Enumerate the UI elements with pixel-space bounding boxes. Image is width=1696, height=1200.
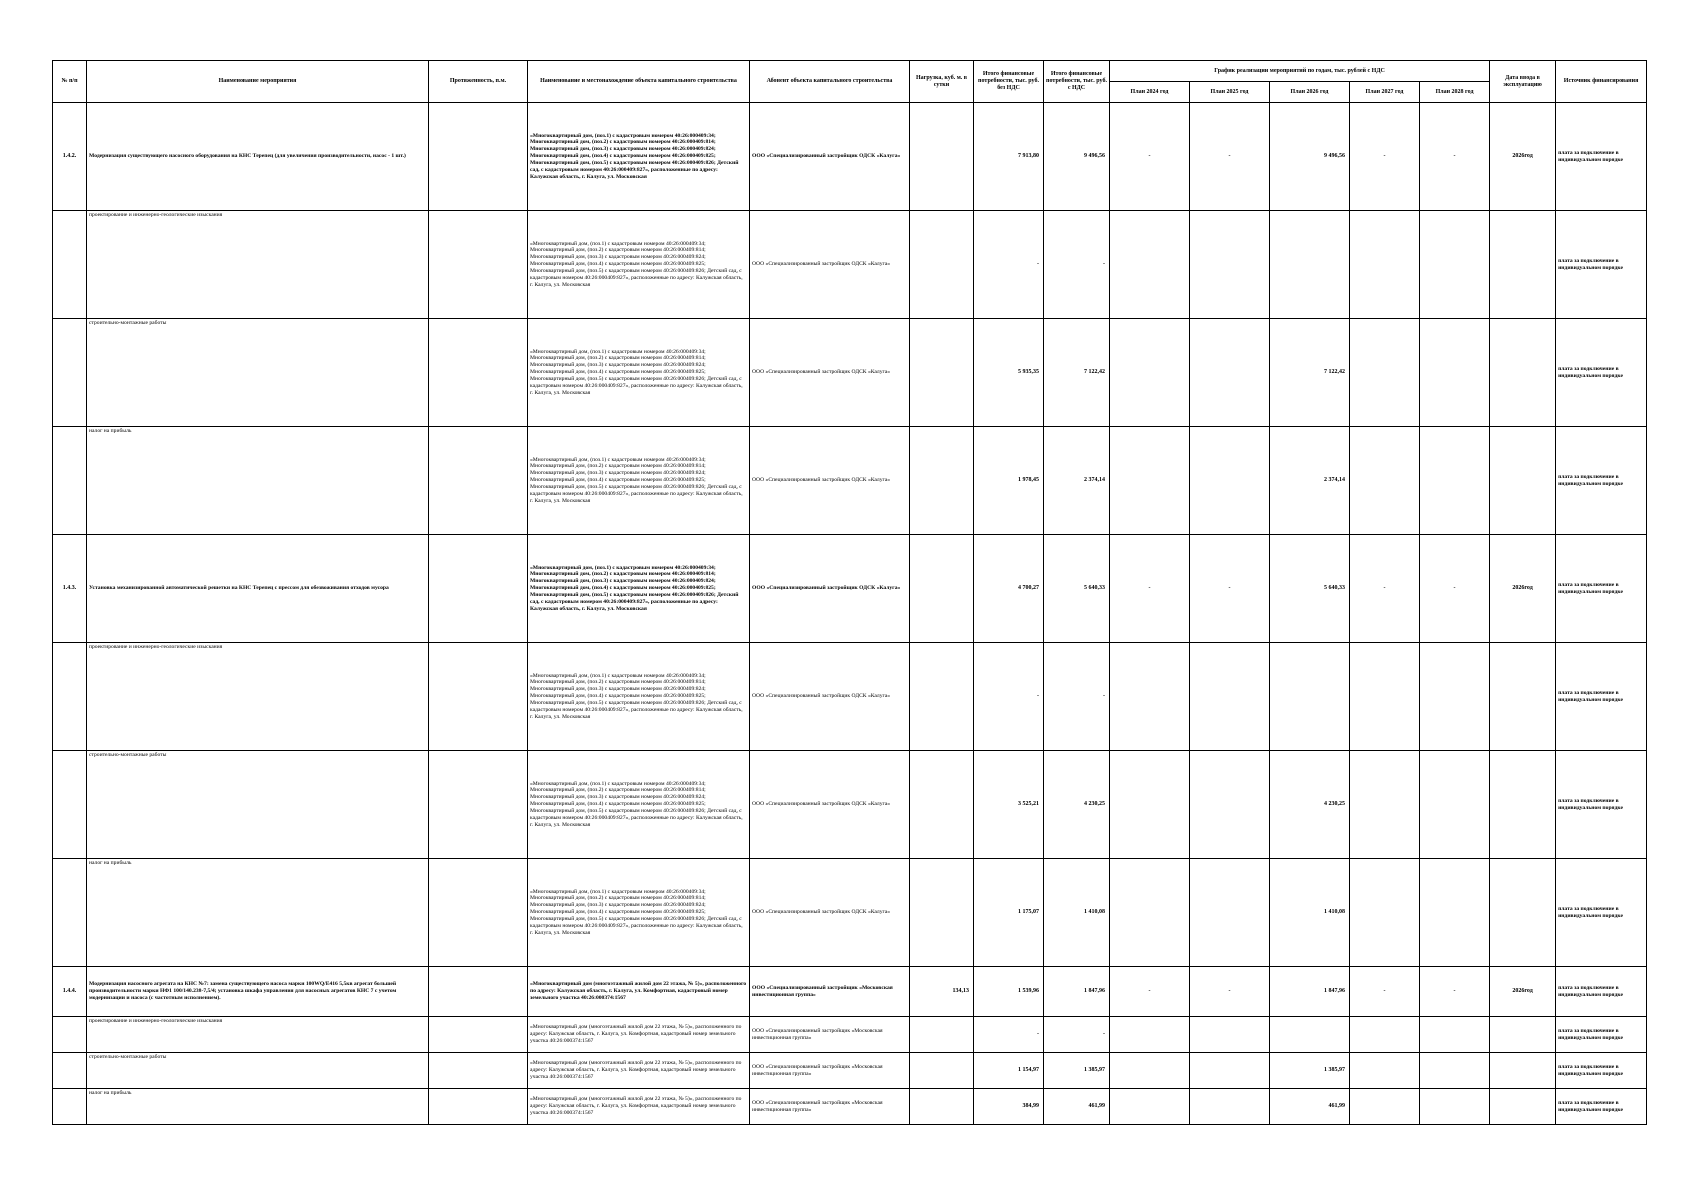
row-total-vat: 1 385,97 xyxy=(1044,1053,1110,1089)
row-2026: 7 122,42 xyxy=(1270,319,1350,427)
row-name: налог на прибыль xyxy=(87,1089,429,1125)
row-total-no-vat: 7 913,80 xyxy=(974,103,1044,211)
header-year-2028: План 2028 год xyxy=(1420,82,1490,103)
table-row xyxy=(53,535,1647,643)
header-year-2024: План 2024 год xyxy=(1110,82,1190,103)
row-2024 xyxy=(1110,1053,1190,1089)
row-2024 xyxy=(1110,643,1190,751)
table-body xyxy=(53,103,1647,1125)
row-date xyxy=(1490,751,1556,859)
row-load xyxy=(910,103,974,211)
row-code: 1.4.4. xyxy=(53,967,87,1017)
row-2026: 1 385,97 xyxy=(1270,1053,1350,1089)
row-name: проектирование и инженерно-геологические изыскания xyxy=(87,1017,429,1053)
header-source: Источник финансирования xyxy=(1556,61,1647,103)
row-load xyxy=(910,1053,974,1089)
row-date xyxy=(1490,643,1556,751)
row-name: строительно-монтажные работы xyxy=(87,751,429,859)
row-2024 xyxy=(1110,211,1190,319)
row-2027 xyxy=(1350,643,1420,751)
row-2025 xyxy=(1190,751,1270,859)
table-row xyxy=(53,103,1647,211)
row-load xyxy=(910,859,974,967)
row-name: строительно-монтажные работы xyxy=(87,319,429,427)
row-2027 xyxy=(1350,319,1420,427)
row-load xyxy=(910,1089,974,1125)
row-object: «Многоквартирный дом, (поз.1) с кадастровым номером 40:26:000409:34; Многоквартирный дом, (поз.2) с кадастровым номером 40:26:000409:814; Многоквартирный дом, (поз.3) с кадастровым номером 40:26:000409:824; Многоквартирный дом, (поз.4) с кадастровым номером 40:26:000409:825; Многоквартирный дом, (поз.5) с кадастровым номером 40:26:000409:826; Детский сад, с кадастровым номером 40:26:000409:827», расположенные по адресу: Калужская область, г. Калуга, ул. Московская xyxy=(528,319,750,427)
header-no: № п/п xyxy=(53,61,87,103)
table-row xyxy=(53,967,1647,1017)
row-source: плата за подключение в индивидуальном порядке xyxy=(1556,751,1647,859)
row-source: плата за подключение в индивидуальном порядке xyxy=(1556,535,1647,643)
row-date: 2026год xyxy=(1490,967,1556,1017)
row-length xyxy=(429,967,528,1017)
row-load xyxy=(910,427,974,535)
row-2026: 4 230,25 xyxy=(1270,751,1350,859)
row-code: 1.4.3. xyxy=(53,535,87,643)
row-source: плата за подключение в индивидуальном порядке xyxy=(1556,103,1647,211)
row-2026: 1 410,08 xyxy=(1270,859,1350,967)
row-total-no-vat: - xyxy=(974,643,1044,751)
row-total-no-vat: 1 978,45 xyxy=(974,427,1044,535)
row-2025 xyxy=(1190,427,1270,535)
row-owner: ООО «Специализированный застройщик «Московская инвестиционная группа» xyxy=(750,1053,910,1089)
table-row xyxy=(53,1089,1647,1125)
row-object: «Многоквартирный дом, (поз.1) с кадастровым номером 40:26:000409:34; Многоквартирный дом, (поз.2) с кадастровым номером 40:26:000409:814; Многоквартирный дом, (поз.3) с кадастровым номером 40:26:000409:824; Многоквартирный дом, (поз.4) с кадастровым номером 40:26:000409:825; Многоквартирный дом, (поз.5) с кадастровым номером 40:26:000409:826; Детский сад, с кадастровым номером 40:26:000409:827», расположенные по адресу: Калужская область, г. Калуга, ул. Московская xyxy=(528,859,750,967)
row-length xyxy=(429,1017,528,1053)
row-owner: ООО «Специализированный застройщик ОДСК «Калуга» xyxy=(750,319,910,427)
row-2025 xyxy=(1190,1017,1270,1053)
row-2028 xyxy=(1420,1053,1490,1089)
row-2024: - xyxy=(1110,535,1190,643)
row-object: «Многоквартирный дом, (поз.1) с кадастровым номером 40:26:000409:34; Многоквартирный дом, (поз.2) с кадастровым номером 40:26:000409:814; Многоквартирный дом, (поз.3) с кадастровым номером 40:26:000409:824; Многоквартирный дом, (поз.4) с кадастровым номером 40:26:000409:825; Многоквартирный дом, (поз.5) с кадастровым номером 40:26:000409:826; Детский сад, с кадастровым номером 40:26:000409:827», расположенные по адресу: Калужская область, г. Калуга, ул. Московская xyxy=(528,103,750,211)
row-2026 xyxy=(1270,1017,1350,1053)
row-owner: ООО «Специализированный застройщик ОДСК «Калуга» xyxy=(750,103,910,211)
row-total-vat: 9 496,56 xyxy=(1044,103,1110,211)
row-2024 xyxy=(1110,1089,1190,1125)
row-name: строительно-монтажные работы xyxy=(87,1053,429,1089)
row-total-vat: 1 410,08 xyxy=(1044,859,1110,967)
header-length: Протяженность, п.м. xyxy=(429,61,528,103)
row-load xyxy=(910,751,974,859)
row-load: 134,13 xyxy=(910,967,974,1017)
row-2027: - xyxy=(1350,103,1420,211)
row-object: «Многоквартирный дом (многоэтажный жилой дом 22 этажа, № 5)», расположенного по адресу: Калужская область, г. Калуга, ул. Комфортная, кадастровый номер земельного участка 40:26:000374:1567 xyxy=(528,1053,750,1089)
row-source: плата за подключение в индивидуальном порядке xyxy=(1556,427,1647,535)
row-total-vat: 461,99 xyxy=(1044,1089,1110,1125)
row-2025 xyxy=(1190,319,1270,427)
row-2027 xyxy=(1350,859,1420,967)
row-2027: - xyxy=(1350,967,1420,1017)
row-name: Модернизация существующего насосного оборудования на КНС Терепец (для увеличения производительности, насос - 1 шт.) xyxy=(87,103,429,211)
row-name: налог на прибыль xyxy=(87,859,429,967)
row-length xyxy=(429,1089,528,1125)
row-2024: - xyxy=(1110,967,1190,1017)
row-code xyxy=(53,211,87,319)
row-2025: - xyxy=(1190,967,1270,1017)
row-load xyxy=(910,211,974,319)
row-2027 xyxy=(1350,427,1420,535)
investment-program-sheet xyxy=(52,60,1646,1125)
row-code xyxy=(53,859,87,967)
row-2027 xyxy=(1350,751,1420,859)
row-source: плата за подключение в индивидуальном порядке xyxy=(1556,1017,1647,1053)
row-2024: - xyxy=(1110,103,1190,211)
row-source: плата за подключение в индивидуальном порядке xyxy=(1556,643,1647,751)
row-total-vat: 2 374,14 xyxy=(1044,427,1110,535)
table-row xyxy=(53,319,1647,427)
row-2026: 9 496,56 xyxy=(1270,103,1350,211)
row-2028: - xyxy=(1420,535,1490,643)
row-name: Установка механизированной автоматической решетки на КНС Терепец с прессом для обезвоживания отходов мусора xyxy=(87,535,429,643)
row-total-vat: - xyxy=(1044,643,1110,751)
header-year-2025: План 2025 год xyxy=(1190,82,1270,103)
row-source: плата за подключение в индивидуальном порядке xyxy=(1556,859,1647,967)
row-length xyxy=(429,1053,528,1089)
row-object: «Многоквартирный дом, (поз.1) с кадастровым номером 40:26:000409:34; Многоквартирный дом, (поз.2) с кадастровым номером 40:26:000409:814; Многоквартирный дом, (поз.3) с кадастровым номером 40:26:000409:824; Многоквартирный дом, (поз.4) с кадастровым номером 40:26:000409:825; Многоквартирный дом, (поз.5) с кадастровым номером 40:26:000409:826; Детский сад, с кадастровым номером 40:26:000409:827», расположенные по адресу: Калужская область, г. Калуга, ул. Московская xyxy=(528,427,750,535)
row-date xyxy=(1490,427,1556,535)
row-2027 xyxy=(1350,1017,1420,1053)
row-2027 xyxy=(1350,211,1420,319)
row-2026: 5 640,33 xyxy=(1270,535,1350,643)
row-2025 xyxy=(1190,1089,1270,1125)
row-length xyxy=(429,535,528,643)
row-2025 xyxy=(1190,859,1270,967)
row-code xyxy=(53,1017,87,1053)
row-date xyxy=(1490,319,1556,427)
row-2028 xyxy=(1420,1017,1490,1053)
row-2028 xyxy=(1420,859,1490,967)
row-name: Модернизация насосного агрегата на КНС №7: замена существующего насоса марки 100WQ/E416 5,5кв агрегат большей производительности марки НФ1 100/140.238-7,5/4; установка шкафа управления для насосных агрегатов КНС 7 с учетом модернизации и насоса (с частотным исполнением). xyxy=(87,967,429,1017)
row-length xyxy=(429,319,528,427)
row-2024 xyxy=(1110,1017,1190,1053)
row-object: «Многоквартирный дом, (поз.1) с кадастровым номером 40:26:000409:34; Многоквартирный дом, (поз.2) с кадастровым номером 40:26:000409:814; Многоквартирный дом, (поз.3) с кадастровым номером 40:26:000409:824; Многоквартирный дом, (поз.4) с кадастровым номером 40:26:000409:825; Многоквартирный дом, (поз.5) с кадастровым номером 40:26:000409:826; Детский сад, с кадастровым номером 40:26:000409:827», расположенные по адресу: Калужская область, г. Калуга, ул. Московская xyxy=(528,643,750,751)
header-load: Нагрузка, куб. м. в сутки xyxy=(910,61,974,103)
row-2026: 2 374,14 xyxy=(1270,427,1350,535)
row-code xyxy=(53,1053,87,1089)
row-length xyxy=(429,211,528,319)
header-year-2027: План 2027 год xyxy=(1350,82,1420,103)
row-object: «Многоквартирный дом (многоэтажный жилой дом 22 этажа, № 5)», расположенного по адресу: Калужская область, г. Калуга, ул. Комфортная, кадастровый номер земельного участка 40:26:000374:1567 xyxy=(528,1017,750,1053)
row-date: 2026год xyxy=(1490,535,1556,643)
row-2027 xyxy=(1350,1089,1420,1125)
row-owner: ООО «Специализированный застройщик ОДСК «Калуга» xyxy=(750,859,910,967)
row-name: налог на прибыль xyxy=(87,427,429,535)
row-length xyxy=(429,859,528,967)
row-load xyxy=(910,643,974,751)
table-row xyxy=(53,427,1647,535)
row-2026 xyxy=(1270,211,1350,319)
row-2024 xyxy=(1110,319,1190,427)
header-date: Дата ввода в эксплуатацию xyxy=(1490,61,1556,103)
row-owner: ООО «Специализированный застройщик ОДСК «Калуга» xyxy=(750,211,910,319)
row-load xyxy=(910,535,974,643)
row-name: проектирование и инженерно-геологические изыскания xyxy=(87,211,429,319)
row-length xyxy=(429,103,528,211)
header-year-2026: План 2026 год xyxy=(1270,82,1350,103)
row-owner: ООО «Специализированный застройщик ОДСК «Калуга» xyxy=(750,751,910,859)
row-date xyxy=(1490,859,1556,967)
row-object: «Многоквартирный дом (многоэтажный жилой дом 22 этажа, № 5)», расположенного по адресу: Калужская область, г. Калуга, ул. Комфортная, кадастровый номер земельного участка 40:26:000374:1567 xyxy=(528,967,750,1017)
row-owner: ООО «Специализированный застройщик ОДСК «Калуга» xyxy=(750,427,910,535)
row-2024 xyxy=(1110,751,1190,859)
row-date: 2026год xyxy=(1490,103,1556,211)
row-total-no-vat: 4 700,27 xyxy=(974,535,1044,643)
row-owner: ООО «Специализированный застройщик «Московская инвестиционная группа» xyxy=(750,1017,910,1053)
row-2028 xyxy=(1420,319,1490,427)
row-total-no-vat: 1 539,96 xyxy=(974,967,1044,1017)
row-object: «Многоквартирный дом (многоэтажный жилой дом 22 этажа, № 5)», расположенного по адресу: Калужская область, г. Калуга, ул. Комфортная, кадастровый номер земельного участка 40:26:000374:1567 xyxy=(528,1089,750,1125)
row-total-no-vat: 1 154,97 xyxy=(974,1053,1044,1089)
row-load xyxy=(910,319,974,427)
measures-table xyxy=(52,60,1647,1125)
row-code: 1.4.2. xyxy=(53,103,87,211)
row-source: плата за подключение в индивидуальном порядке xyxy=(1556,1053,1647,1089)
row-total-no-vat: - xyxy=(974,1017,1044,1053)
row-date xyxy=(1490,1089,1556,1125)
row-2027: - xyxy=(1350,535,1420,643)
row-code xyxy=(53,427,87,535)
row-2028 xyxy=(1420,211,1490,319)
row-total-vat: 4 230,25 xyxy=(1044,751,1110,859)
row-length xyxy=(429,427,528,535)
row-total-no-vat: 1 175,07 xyxy=(974,859,1044,967)
row-2025: - xyxy=(1190,103,1270,211)
header-owner: Абонент объекта капитального строительства xyxy=(750,61,910,103)
row-owner: ООО «Специализированный застройщик ОДСК «Калуга» xyxy=(750,643,910,751)
header-name: Наименование мероприятия xyxy=(87,61,429,103)
row-total-vat: 1 847,96 xyxy=(1044,967,1110,1017)
row-source: плата за подключение в индивидуальном порядке xyxy=(1556,319,1647,427)
row-2024 xyxy=(1110,427,1190,535)
row-date xyxy=(1490,211,1556,319)
row-date xyxy=(1490,1017,1556,1053)
row-2026: 1 847,96 xyxy=(1270,967,1350,1017)
row-object: «Многоквартирный дом, (поз.1) с кадастровым номером 40:26:000409:34; Многоквартирный дом, (поз.2) с кадастровым номером 40:26:000409:814; Многоквартирный дом, (поз.3) с кадастровым номером 40:26:000409:824; Многоквартирный дом, (поз.4) с кадастровым номером 40:26:000409:825; Многоквартирный дом, (поз.5) с кадастровым номером 40:26:000409:826; Детский сад, с кадастровым номером 40:26:000409:827», расположенные по адресу: Калужская область, г. Калуга, ул. Московская xyxy=(528,751,750,859)
row-owner: ООО «Специализированный застройщик «Московская инвестиционная группа» xyxy=(750,1089,910,1125)
row-total-no-vat: 3 525,21 xyxy=(974,751,1044,859)
table-row xyxy=(53,643,1647,751)
header-object: Наименование и местонахождение объекта капитального строительства xyxy=(528,61,750,103)
row-2028: - xyxy=(1420,967,1490,1017)
header-total-no-vat: Итого финансовые потребности, тыс. руб. без НДС xyxy=(974,61,1044,103)
row-2028 xyxy=(1420,751,1490,859)
row-total-no-vat: 5 935,35 xyxy=(974,319,1044,427)
row-owner: ООО «Специализированный застройщик ОДСК «Калуга» xyxy=(750,535,910,643)
row-total-no-vat: 384,99 xyxy=(974,1089,1044,1125)
row-date xyxy=(1490,1053,1556,1089)
row-total-no-vat: - xyxy=(974,211,1044,319)
row-total-vat: - xyxy=(1044,1017,1110,1053)
row-total-vat: 5 640,33 xyxy=(1044,535,1110,643)
table-row xyxy=(53,1053,1647,1089)
row-2024 xyxy=(1110,859,1190,967)
row-2028 xyxy=(1420,427,1490,535)
row-load xyxy=(910,1017,974,1053)
row-name: проектирование и инженерно-геологические изыскания xyxy=(87,643,429,751)
row-length xyxy=(429,643,528,751)
row-2026: 461,99 xyxy=(1270,1089,1350,1125)
table-row xyxy=(53,859,1647,967)
row-total-vat: 7 122,42 xyxy=(1044,319,1110,427)
row-length xyxy=(429,751,528,859)
header-schedule: График реализации мероприятий по годам, тыс. рублей с НДС xyxy=(1110,61,1490,82)
table-row xyxy=(53,1017,1647,1053)
row-2025: - xyxy=(1190,535,1270,643)
table-row xyxy=(53,751,1647,859)
row-2026 xyxy=(1270,643,1350,751)
row-code xyxy=(53,643,87,751)
row-source: плата за подключение в индивидуальном порядке xyxy=(1556,967,1647,1017)
row-source: плата за подключение в индивидуальном порядке xyxy=(1556,1089,1647,1125)
row-2025 xyxy=(1190,211,1270,319)
row-source: плата за подключение в индивидуальном порядке xyxy=(1556,211,1647,319)
row-2025 xyxy=(1190,1053,1270,1089)
row-2028 xyxy=(1420,643,1490,751)
row-owner: ООО «Специализированный застройщик «Московская инвестиционная группа» xyxy=(750,967,910,1017)
row-2025 xyxy=(1190,643,1270,751)
header-total-vat: Итого финансовые потребности, тыс. руб. с НДС xyxy=(1044,61,1110,103)
table-row xyxy=(53,211,1647,319)
row-object: «Многоквартирный дом, (поз.1) с кадастровым номером 40:26:000409:34; Многоквартирный дом, (поз.2) с кадастровым номером 40:26:000409:814; Многоквартирный дом, (поз.3) с кадастровым номером 40:26:000409:824; Многоквартирный дом, (поз.4) с кадастровым номером 40:26:000409:825; Многоквартирный дом, (поз.5) с кадастровым номером 40:26:000409:826; Детский сад, с кадастровым номером 40:26:000409:827», расположенные по адресу: Калужская область, г. Калуга, ул. Московская xyxy=(528,535,750,643)
row-code xyxy=(53,751,87,859)
row-object: «Многоквартирный дом, (поз.1) с кадастровым номером 40:26:000409:34; Многоквартирный дом, (поз.2) с кадастровым номером 40:26:000409:814; Многоквартирный дом, (поз.3) с кадастровым номером 40:26:000409:824; Многоквартирный дом, (поз.4) с кадастровым номером 40:26:000409:825; Многоквартирный дом, (поз.5) с кадастровым номером 40:26:000409:826; Детский сад, с кадастровым номером 40:26:000409:827», расположенные по адресу: Калужская область, г. Калуга, ул. Московская xyxy=(528,211,750,319)
row-code xyxy=(53,1089,87,1125)
row-total-vat: - xyxy=(1044,211,1110,319)
row-2028: - xyxy=(1420,103,1490,211)
row-2027 xyxy=(1350,1053,1420,1089)
row-code xyxy=(53,319,87,427)
row-2028 xyxy=(1420,1089,1490,1125)
